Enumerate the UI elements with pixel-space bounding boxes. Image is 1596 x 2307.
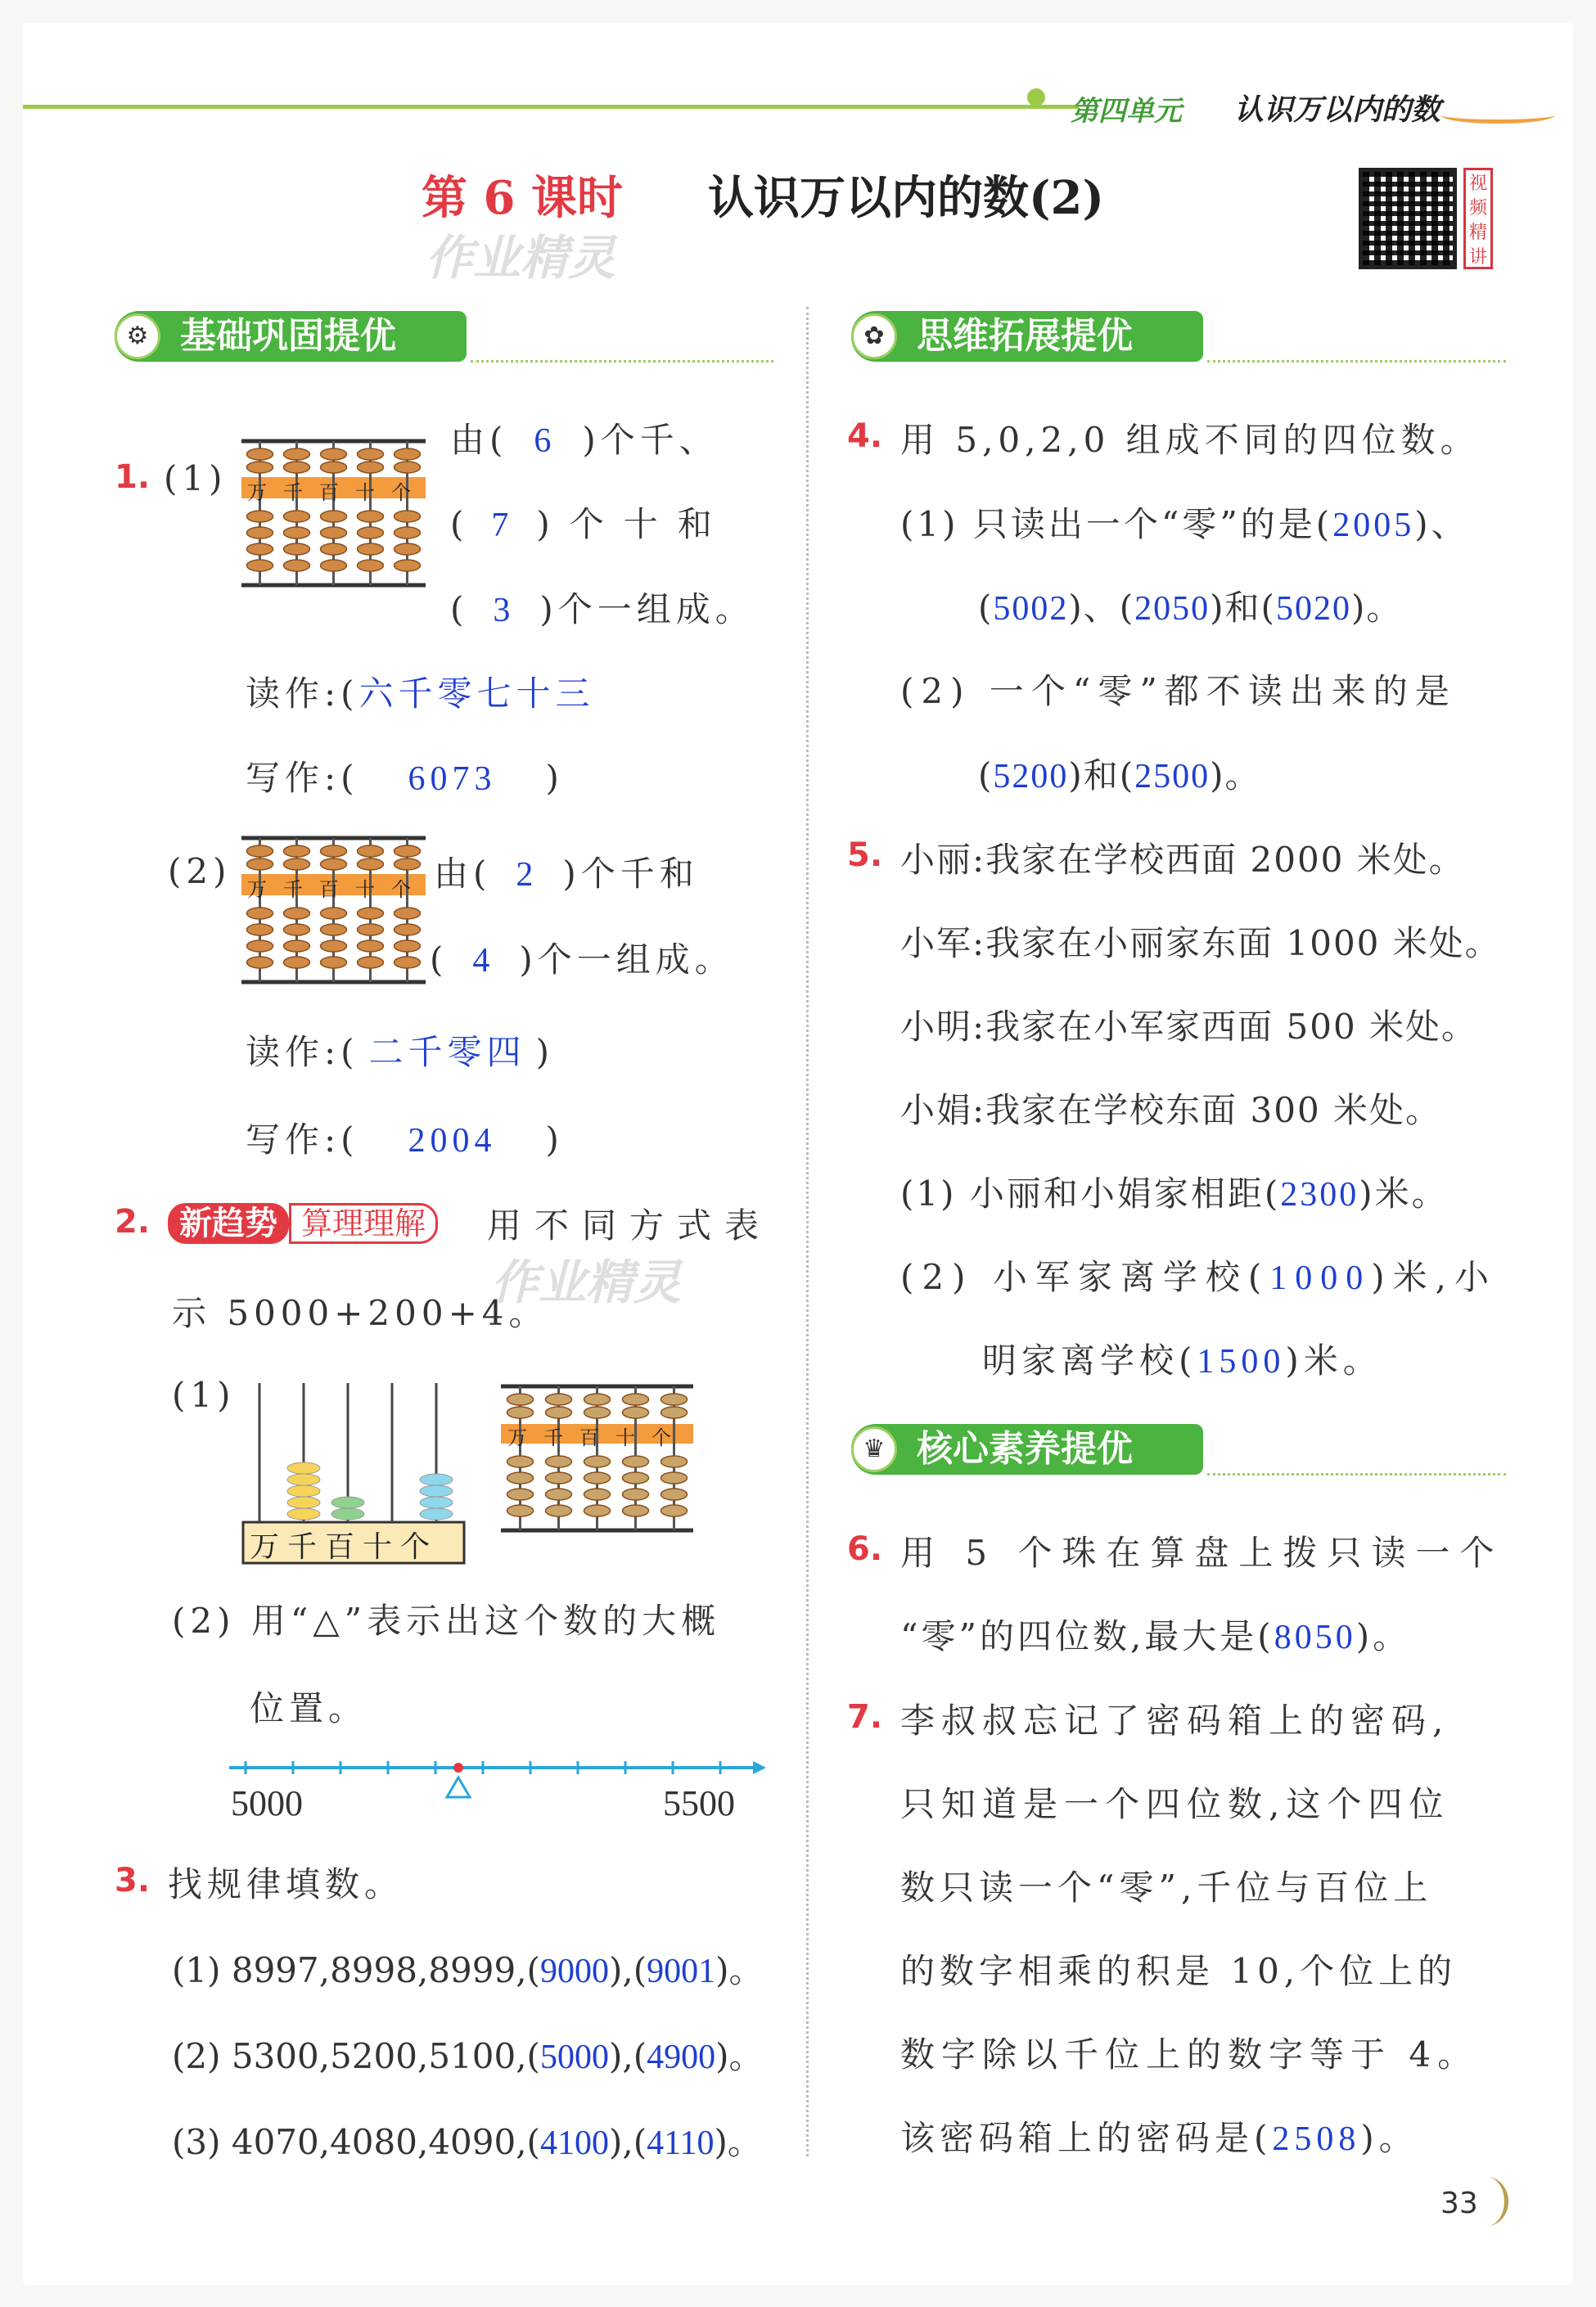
abacus-bead — [284, 940, 310, 952]
abacus-bead — [247, 845, 273, 857]
abacus-bead — [623, 1407, 649, 1418]
counting-frame-bead — [287, 1485, 320, 1497]
abacus-bead — [321, 543, 347, 555]
counting-frame-bead — [420, 1508, 453, 1520]
abacus-bead — [247, 543, 273, 555]
abacus-bead — [584, 1394, 611, 1405]
counting-frame-bead — [331, 1508, 364, 1520]
section-basic-banner — [115, 311, 467, 362]
abacus-bead — [284, 957, 310, 968]
q1-line1: 由( 6 )个千、 — [450, 420, 719, 460]
abacus-bead — [358, 543, 384, 555]
page-number: 33 — [1440, 2187, 1478, 2220]
abacus-bead — [584, 1407, 611, 1418]
abacus-bead — [584, 1456, 611, 1467]
counting-frame-bead — [287, 1462, 320, 1474]
counting-frame-labels: 万千百十个 — [250, 1530, 439, 1564]
abacus-bead — [321, 924, 347, 935]
lesson-title: 认识万以内的数(2) — [708, 171, 1104, 225]
abacus-bead — [394, 448, 421, 460]
abacus-bead — [546, 1407, 572, 1418]
watermark-2: 作业精灵 — [491, 1255, 682, 1310]
leaf-icon — [1027, 88, 1045, 106]
q4-part2: (2) 一个“零”都不读出来的是 — [900, 671, 1457, 711]
q2-text2: 示 5000+200+4。 — [172, 1293, 548, 1333]
counting-frame-bead — [287, 1474, 320, 1485]
abacus-bead — [394, 511, 421, 522]
abacus-bead — [284, 543, 310, 555]
abacus-bead — [284, 527, 310, 538]
unit-label: 第四单元 — [1071, 95, 1182, 128]
abacus-bead — [358, 908, 384, 919]
unit-topic: 认识万以内的数 — [1234, 93, 1441, 127]
counting-frame-bead — [420, 1474, 453, 1485]
abacus-bead — [284, 462, 310, 473]
q1-part2-label: (2) — [168, 851, 232, 891]
abacus-bead — [247, 462, 273, 473]
q7-line: 数字除以千位上的数字等于 4。 — [900, 2034, 1479, 2075]
abacus-bead — [394, 940, 421, 952]
video-tag[interactable]: 视 频 精 讲 — [1463, 168, 1493, 269]
abacus-bead — [358, 511, 384, 522]
q3-number: 3. — [115, 1862, 151, 1899]
q1-part1-label: (1) — [164, 458, 228, 498]
answer: 2050 — [1134, 590, 1211, 628]
counting-frame-bead — [331, 1497, 364, 1508]
q2-number: 2. — [115, 1203, 151, 1241]
answer: 2005 — [1332, 507, 1415, 544]
q6-line1: 用 5 个珠在算盘上拨只读一个 — [900, 1533, 1504, 1573]
q5-line: 小明:我家在小军家西面 500 米处。 — [900, 1007, 1478, 1047]
abacus-bead — [394, 858, 421, 870]
abacus-bead — [623, 1472, 649, 1484]
answer: 二千零四 — [368, 1034, 526, 1072]
abacus-3-labels: 万千百十个 — [507, 1426, 688, 1449]
abacus-bead — [247, 858, 273, 870]
q1-line2: ( 7 )个十和 — [450, 504, 732, 544]
counting-frame-bead — [420, 1497, 453, 1508]
abacus-bead — [284, 511, 310, 522]
answer: 六千零七十三 — [358, 676, 595, 714]
gear-icon: ⚙ — [115, 313, 160, 359]
answer: 4100 — [539, 2125, 609, 2162]
abacus-bead — [284, 560, 310, 571]
abacus-bead — [321, 560, 347, 571]
answer: 9000 — [539, 1953, 609, 1990]
abacus-bead — [394, 543, 421, 555]
counting-frame-bead — [420, 1485, 453, 1497]
q1-write-1: 写作:( 6073 ) — [246, 758, 564, 798]
abacus-bead — [321, 845, 347, 857]
abacus-bead — [623, 1505, 649, 1516]
abacus-bead — [284, 448, 310, 460]
answer: 2 — [516, 856, 539, 894]
q5-line: 小娟:我家在学校东面 300 米处。 — [900, 1090, 1442, 1130]
abacus-bead — [321, 527, 347, 538]
abacus-bead — [321, 957, 347, 968]
q2-badge: 新趋势 算理理解 — [168, 1197, 438, 1244]
counting-frame-bead — [287, 1497, 320, 1508]
abacus-bead — [546, 1394, 572, 1405]
qr-code[interactable] — [1359, 168, 1457, 269]
abacus-bead — [284, 858, 310, 870]
q2-part2-line1: (2) 用“△”表示出这个数的大概 — [172, 1601, 721, 1641]
abacus-bead — [247, 511, 273, 522]
abacus-bead — [394, 527, 421, 538]
q4-number: 4. — [847, 417, 883, 455]
abacus-bead — [284, 845, 310, 857]
abacus-bead — [321, 448, 347, 460]
abacus-bead — [358, 957, 384, 968]
abacus-2 — [241, 835, 426, 986]
abacus-bead — [507, 1489, 534, 1500]
q7-last: 该密码箱上的密码是(2508)。 — [900, 2118, 1418, 2158]
q5-part2: (2) 小军家离学校(1000)米,小 — [900, 1257, 1497, 1297]
abacus-bead — [358, 448, 384, 460]
q6-line2: “零”的四位数,最大是(8050)。 — [900, 1616, 1411, 1656]
abacus-bead — [623, 1456, 649, 1467]
abacus-bead — [584, 1505, 611, 1516]
abacus-bead — [247, 527, 273, 538]
q3-row-1: (1) 8997,8998,8999,(9000),(9001)。 — [172, 1950, 764, 1990]
answer: 2300 — [1280, 1176, 1359, 1214]
abacus-bead — [623, 1489, 649, 1500]
abacus-bead — [507, 1456, 534, 1467]
abacus-bead — [394, 957, 421, 968]
q1-read-2: 读作:( 二千零四 ) — [246, 1032, 554, 1072]
section-rule — [471, 360, 773, 363]
abacus-bead — [247, 448, 273, 460]
abacus-bead — [661, 1407, 688, 1418]
q5-part1: (1) 小丽和小娟家相距(2300)米。 — [900, 1174, 1449, 1214]
abacus-bead — [661, 1505, 688, 1516]
abacus-bead — [358, 924, 384, 935]
q7-line: 的数字相乘的积是 10,个位上的 — [900, 1951, 1458, 1991]
abacus-bead — [661, 1472, 688, 1484]
q3-text: 找规律填数。 — [168, 1864, 404, 1904]
abacus-bead — [546, 1489, 572, 1500]
abacus-1 — [241, 438, 426, 589]
counting-frame-bead — [287, 1508, 320, 1520]
q3-row-2: (2) 5300,5200,5100,(5000),(4900)。 — [172, 2036, 764, 2076]
page-number-arc — [1465, 2177, 1508, 2226]
section-core-banner — [851, 1424, 1203, 1475]
answer: 2508 — [1272, 2120, 1361, 2158]
abacus-bead — [321, 462, 347, 473]
section-rule — [1207, 360, 1506, 363]
abacus-bead — [507, 1505, 534, 1516]
q1-line3: ( 3 )个一组成。 — [450, 589, 755, 629]
lesson-number: 第 6 课时 — [422, 171, 623, 225]
answer: 9001 — [647, 1953, 716, 1990]
answer: 6073 — [408, 760, 497, 798]
abacus-bead — [507, 1394, 534, 1405]
section-core-title: 核心素养提优 — [917, 1428, 1133, 1470]
number-line-right: 5500 — [663, 1783, 735, 1823]
answer: 5020 — [1275, 590, 1351, 628]
q5-line: 小丽:我家在学校西面 2000 米处。 — [900, 840, 1465, 880]
q7-line: 只知道是一个四位数,这个四位 — [900, 1784, 1450, 1824]
abacus-bead — [661, 1456, 688, 1467]
answer: 6 — [534, 422, 557, 460]
q3-row-3: (3) 4070,4080,4090,(4100),(4110)。 — [172, 2122, 762, 2162]
answer: 7 — [491, 507, 529, 544]
section-thinking-banner — [851, 311, 1203, 362]
abacus-bead — [546, 1505, 572, 1516]
answer: 5000 — [539, 2039, 609, 2076]
abacus-bead — [358, 858, 384, 870]
watermark: 作业精灵 — [426, 230, 616, 286]
q2-part1-label: (1) — [172, 1375, 236, 1415]
q4-part1-cont: (5002)、(2050)和(5020)。 — [978, 588, 1403, 628]
abacus-bead — [358, 560, 384, 571]
trophy-icon: ♛ — [851, 1426, 897, 1472]
q5-part2-cont: 明家离学校(1500)米。 — [982, 1340, 1382, 1381]
abacus-bead — [394, 462, 421, 473]
answer: 3 — [493, 592, 516, 629]
q2-part2-line2: 位置。 — [250, 1688, 368, 1728]
section-rule — [1207, 1473, 1506, 1476]
abacus-bead — [584, 1472, 611, 1484]
header-rule — [23, 105, 1079, 109]
abacus-3 — [501, 1383, 693, 1534]
abacus-bead — [507, 1407, 534, 1418]
answer: 4900 — [647, 2039, 716, 2076]
answer: 2500 — [1134, 758, 1211, 795]
answer: 5200 — [993, 758, 1069, 795]
answer: 5002 — [993, 590, 1069, 628]
abacus-bead — [358, 527, 384, 538]
abacus-bead — [321, 858, 347, 870]
abacus-bead — [661, 1394, 688, 1405]
q2-text1: 用不同方式表 — [487, 1205, 773, 1246]
abacus-bead — [358, 940, 384, 952]
abacus-bead — [394, 908, 421, 919]
q5-line: 小军:我家在小丽家东面 1000 米处。 — [900, 923, 1501, 963]
q7-line: 李叔叔忘记了密码箱上的密码, — [900, 1701, 1450, 1741]
q1-read-1: 读作:(六千零七十三 — [246, 674, 595, 714]
answer: 2004 — [408, 1122, 497, 1160]
swoosh-decoration — [1440, 106, 1555, 124]
sprout-icon: ✿ — [851, 313, 897, 359]
answer: 8050 — [1274, 1619, 1356, 1656]
abacus-bead — [394, 560, 421, 571]
column-divider — [806, 307, 809, 2156]
abacus-bead — [284, 908, 310, 919]
q6-number: 6. — [847, 1530, 883, 1568]
q4-part1: (1) 只读出一个“零”的是(2005)、 — [900, 504, 1469, 544]
q1-p2-line1: 由( 2 )个千和 — [434, 854, 699, 894]
abacus-bead — [507, 1472, 534, 1484]
abacus-bead — [394, 924, 421, 935]
abacus-bead — [623, 1394, 649, 1405]
abacus-1-labels: 万千百十个 — [247, 481, 427, 504]
abacus-bead — [321, 908, 347, 919]
abacus-bead — [321, 940, 347, 952]
abacus-bead — [247, 908, 273, 919]
answer: 4110 — [647, 2125, 715, 2162]
answer: 1000 — [1269, 1259, 1372, 1297]
abacus-2-labels: 万千百十个 — [247, 878, 427, 901]
abacus-bead — [358, 845, 384, 857]
abacus-bead — [546, 1472, 572, 1484]
answer: 4 — [472, 942, 495, 980]
abacus-bead — [358, 462, 384, 473]
abacus-bead — [284, 924, 310, 935]
abacus-bead — [661, 1489, 688, 1500]
q5-number: 5. — [847, 836, 883, 874]
section-basic-title: 基础巩固提优 — [180, 315, 396, 357]
q1-write-2: 写作:( 2004 ) — [246, 1120, 564, 1160]
number-line-left: 5000 — [231, 1783, 303, 1823]
section-thinking-title: 思维拓展提优 — [917, 315, 1133, 357]
abacus-bead — [247, 940, 273, 952]
answer: 1500 — [1197, 1343, 1286, 1381]
abacus-bead — [394, 845, 421, 857]
abacus-bead — [247, 957, 273, 968]
q7-line: 数只读一个“零”,千位与百位上 — [900, 1868, 1433, 1908]
abacus-bead — [247, 924, 273, 935]
q4-text: 用 5,0,2,0 组成不同的四位数。 — [900, 420, 1480, 460]
q7-number: 7. — [847, 1698, 883, 1736]
q1-p2-line2: ( 4 )个一组成。 — [430, 939, 734, 980]
abacus-bead — [584, 1489, 611, 1500]
q1-number: 1. — [115, 458, 151, 496]
q4-part2-cont: (5200)和(2500)。 — [978, 755, 1261, 795]
abacus-bead — [546, 1456, 572, 1467]
abacus-bead — [321, 511, 347, 522]
abacus-bead — [247, 560, 273, 571]
